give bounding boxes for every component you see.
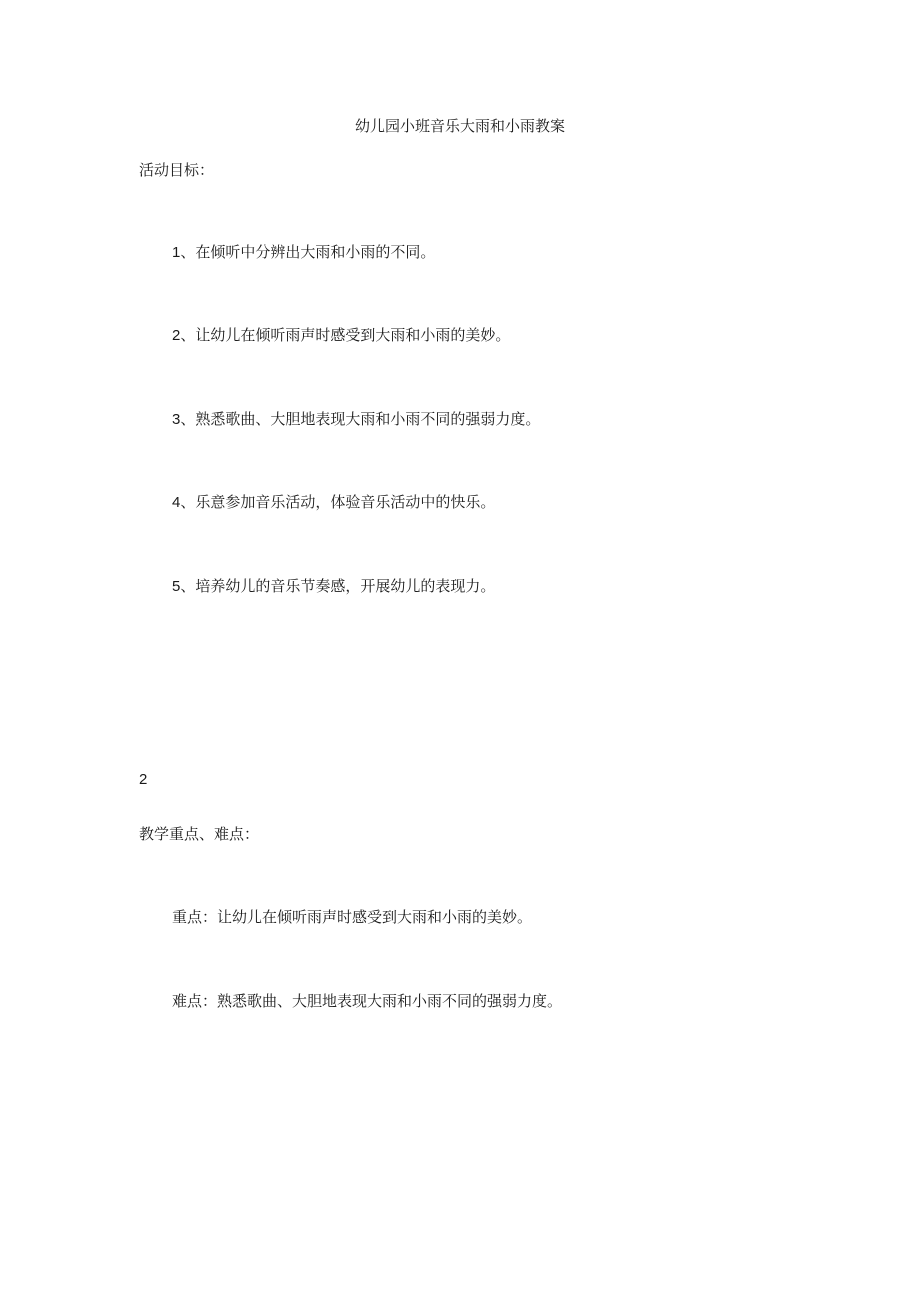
objective-item-4 [172,492,495,513]
objective-text: 、让幼儿在倾听雨声时感受到大雨和小雨的美妙。 [180,326,511,344]
section-number: 2 [139,771,148,788]
objective-number: 5 [172,578,181,595]
objective-item-5 [172,576,495,597]
objective-item-1 [172,242,435,263]
objective-item-3 [172,409,540,430]
objective-number: 1 [172,244,181,261]
objective-text: 、培养幼儿的音乐节奏感，开展幼儿的表现力。 [180,577,496,595]
objective-item-2 [172,325,510,346]
objective-text: 、熟悉歌曲、大胆地表现大雨和小雨不同的强弱力度。 [180,410,541,428]
objective-text: 、乐意参加音乐活动，体验音乐活动中的快乐。 [180,493,496,511]
objective-number: 4 [172,494,181,511]
objective-number: 2 [172,327,181,344]
key-point: 重点：让幼儿在倾听雨声时感受到大雨和小雨的美妙。 [172,908,533,926]
difficult-point: 难点：熟悉歌曲、大胆地表现大雨和小雨不同的强弱力度。 [172,992,563,1010]
objective-number: 3 [172,411,181,428]
objective-text: 、在倾听中分辨出大雨和小雨的不同。 [180,243,436,261]
document-title: 幼儿园小班音乐大雨和小雨教案 [354,117,565,135]
objectives-heading: 活动目标： [139,161,215,179]
key-points-heading: 教学重点、难点： [139,825,260,843]
